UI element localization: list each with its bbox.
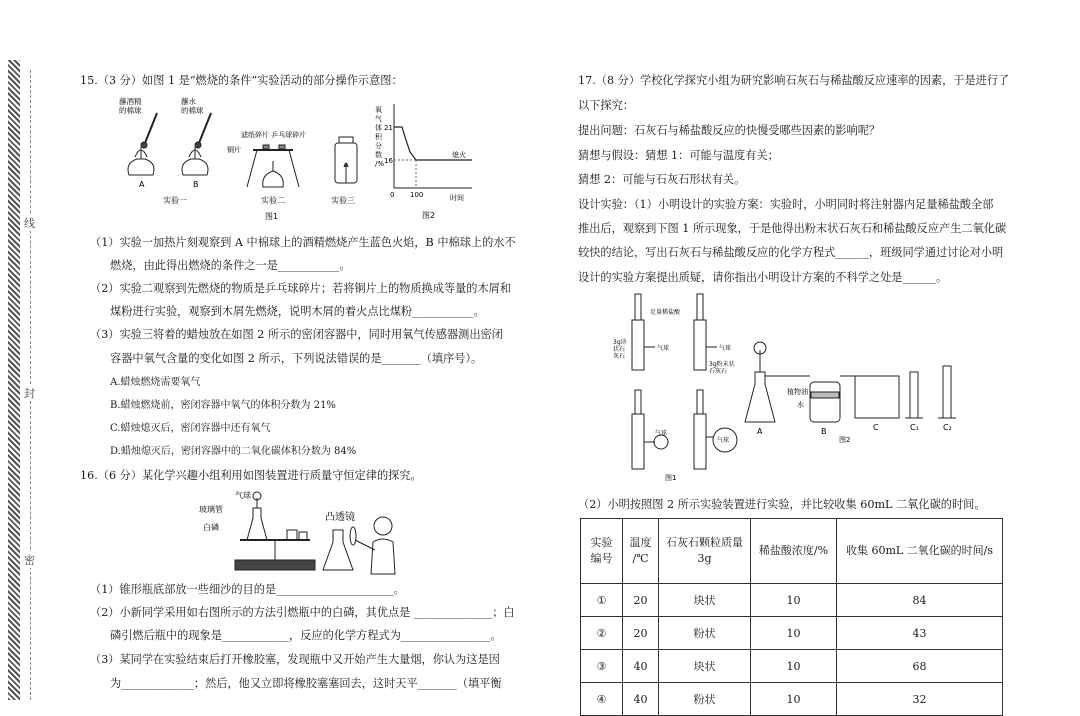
header-mass: 石灰石颗粒质量 3g <box>659 519 751 584</box>
q17-p2: （2）小明按照图 2 所示实验装置进行实验，并比较收集 60mL 二氧化碳的时间。 <box>578 498 986 511</box>
fig2-xlabel: 时间 <box>450 194 464 202</box>
q15-opt-a: A.蜡烛燃烧需要氧气 <box>110 377 201 388</box>
fig2-ylabel: 氧 <box>375 106 382 114</box>
svg-text:气: 气 <box>375 115 382 123</box>
svg-text:状石: 状石 <box>613 346 626 353</box>
balloon1-label: 气球 <box>657 345 670 352</box>
exp3-label: 实验三 <box>331 196 355 205</box>
convex-lens-label: 凸透镜 <box>325 512 355 523</box>
lamp-b-label: 蘸水 <box>181 97 196 106</box>
svg-text:/%: /% <box>375 160 385 168</box>
q15-p2a: （2）实验二观察到先燃烧的物质是乒乓球碎片；若将铜片上的物质换成等量的木屑和 <box>90 282 512 295</box>
cell: ③ <box>581 650 623 683</box>
powder-label: 3g粉末状 <box>709 361 735 368</box>
lump-label: 3g块 <box>613 339 627 346</box>
cell: 43 <box>837 617 1003 650</box>
q15-p1a: （1）实验一加热片刻观察到 A 中棉球上的酒精燃烧产生蓝色火焰，B 中棉球上的水不 <box>90 236 516 249</box>
cell: 40 <box>623 683 659 716</box>
q16-p2b: 磷引燃后瓶中的现象是____________，反应的化学方程式为________________。 <box>110 629 502 642</box>
cell: 40 <box>623 650 659 683</box>
label-B: B <box>821 427 827 436</box>
acid-label: 足量稀盐酸 <box>650 309 681 316</box>
q17-title: 17.（8 分）学校化学探究小组为研究影响石灰石与稀盐酸反应速率的因素，于是进行了 <box>578 74 1010 87</box>
q16-p2a: （2）小新同学采用如右图所示的方法引燃瓶中的白磷，其优点是 ______________；白 <box>90 606 515 619</box>
q17-line8: 较快的结论，写出石灰石与稀盐酸反应的化学方程式______，班级同学通过讨论对小明 <box>578 246 1004 259</box>
x-tick-100: 100 <box>410 191 424 199</box>
cell: 粉状 <box>659 683 751 716</box>
cell: 10 <box>751 650 837 683</box>
q16-p3b: 为_____________；然后，他又立即将橡胶塞塞回去，这时天平_______（填平衡 <box>110 677 502 690</box>
svg-text:数: 数 <box>375 151 382 159</box>
q15-p3a: （3）实验三将着的蜡烛放在如图 2 所示的密闭容器中，同时用氧气传感器测出密闭 <box>90 328 503 341</box>
cell: 10 <box>751 584 837 617</box>
header-time: 收集 60mL 二氧化碳的时间/s <box>837 519 1003 584</box>
label-b: B <box>193 180 199 189</box>
binding-label-secret: 密 <box>24 554 35 567</box>
balloon-label: 气球 <box>235 491 251 500</box>
label-a: A <box>139 180 145 189</box>
q15-figure-1 <box>115 95 375 225</box>
svg-text:分: 分 <box>375 142 382 150</box>
cell: 20 <box>623 584 659 617</box>
cell: 10 <box>751 683 837 716</box>
label-A: A <box>757 427 763 436</box>
binding-label-line: 线 <box>24 217 35 230</box>
label-C2: C₂ <box>943 423 952 432</box>
svg-text:积: 积 <box>375 133 382 141</box>
label-C1: C₁ <box>910 423 919 432</box>
svg-text:体: 体 <box>375 124 382 132</box>
q15-title: 15.（3 分）如图 1 是“燃烧的条件”实验活动的部分操作示意图： <box>80 74 403 87</box>
label-C: C <box>873 423 879 432</box>
fig2-caption: 图2 <box>839 436 851 444</box>
q16-p1: （1）锥形瓶底部放一些细沙的目的是_____________________。 <box>90 583 405 596</box>
q15-opt-b: B.蜡烛燃烧前，密闭容器中氧气的体积分数为 21% <box>110 400 336 411</box>
q17-line6: 设计实验：（1）小明设计的实验方案：实验时，小明同时将注射器内足量稀盐酸全部 <box>578 198 994 211</box>
q17-line2: 以下探究： <box>578 99 634 112</box>
glass-tube-label: 玻璃管 <box>199 505 223 514</box>
x-tick-0: 0 <box>390 191 395 199</box>
cell: 68 <box>837 650 1003 683</box>
cell: 粉状 <box>659 617 751 650</box>
q15-p1b: 燃烧，由此得出燃烧的条件之一是___________。 <box>110 259 351 272</box>
exp2-label: 实验二 <box>261 196 285 205</box>
header-exp-no: 实验 编号 <box>581 519 623 584</box>
balloon2-label: 气球 <box>719 345 732 352</box>
cell: 10 <box>751 617 837 650</box>
small-balloon2-label: 气球 <box>717 437 730 444</box>
q15-figure-2-graph <box>372 100 482 225</box>
table-row <box>581 650 1003 683</box>
q16-title: 16.（6 分）某化学兴趣小组利用如图装置进行质量守恒定律的探究。 <box>80 469 422 482</box>
fig2-caption: 图2 <box>422 211 436 220</box>
fig1-caption: 图1 <box>265 212 279 221</box>
cell: 块状 <box>659 650 751 683</box>
y-tick-16: 16 <box>384 157 393 165</box>
cell: ① <box>581 584 623 617</box>
cell: 32 <box>837 683 1003 716</box>
table-header-row <box>581 519 1003 584</box>
q17-line9: 设计的实验方案提出质疑，请你指出小明设计方案的不科学之处是______。 <box>578 271 948 284</box>
alcohol-lamp-a <box>128 159 154 175</box>
svg-text:的棉球: 的棉球 <box>181 106 204 115</box>
q17-line4: 猜想与假设：猜想 1：可能与温度有关； <box>578 149 779 162</box>
q15-p2b: 煤粉进行实验，观察到木屑先燃烧，说明木屑的着火点比煤粉___________。 <box>110 305 485 318</box>
cell: ② <box>581 617 623 650</box>
q16-p3a: （3）某同学在实验结束后打开橡胶塞，发现瓶中又开始产生大量烟，你认为这是因 <box>90 653 500 666</box>
q17-figure <box>605 292 975 482</box>
q15-p3b: 容器中氧气含量的变化如图 2 所示，下列说法错误的是_______（填序号）。 <box>110 352 483 365</box>
q15-opt-d: D.蜡烛熄灭后，密闭容器中的二氧化碳体积分数为 84% <box>110 446 357 457</box>
q17-line3: 提出问题：石灰石与稀盐酸反应的快慢受哪些因素的影响呢？ <box>578 124 881 137</box>
binding-strip <box>8 60 20 700</box>
copper-label: 铜片 <box>227 146 241 154</box>
fig2-annot: 熄火 <box>452 151 466 159</box>
binding-label-seal: 封 <box>24 387 35 400</box>
table-row <box>581 617 1003 650</box>
fig1-caption: 图1 <box>665 474 677 482</box>
alcohol-lamp-b <box>182 159 208 175</box>
q15-opt-c: C.蜡烛熄灭后，密闭容器中还有氧气 <box>110 423 271 434</box>
small-balloon1-label: 气球 <box>655 430 668 437</box>
header-temp: 温度 /℃ <box>623 519 659 584</box>
q17-line5: 猜想 2：可能与石灰石形状有关。 <box>578 173 746 186</box>
svg-text:的棉球: 的棉球 <box>119 106 142 115</box>
cell: 20 <box>623 617 659 650</box>
y-tick-21: 21 <box>384 124 393 132</box>
white-phosphorus-label: 白磷 <box>203 523 219 532</box>
svg-text:石灰石: 石灰石 <box>709 368 728 375</box>
lamp-a-label: 蘸酒精 <box>119 97 142 106</box>
q17-line7: 推出后，观察到下图 1 所示现象，于是他得出粉末状石灰石和稀盐酸反应产生二氧化碳 <box>578 222 1007 235</box>
water-label: 水 <box>797 401 804 409</box>
table-row <box>581 683 1003 716</box>
paper-label: 滤纸碎片 乒乓球碎片 <box>241 131 307 139</box>
q16-figure <box>195 490 405 580</box>
exp1-label: 实验一 <box>163 196 187 205</box>
oil-label: 植物油 <box>787 388 808 396</box>
cell: 84 <box>837 584 1003 617</box>
cell: 块状 <box>659 584 751 617</box>
svg-text:灰石: 灰石 <box>613 353 626 360</box>
header-concentration: 稀盐酸浓度/% <box>751 519 837 584</box>
table-row <box>581 584 1003 617</box>
results-table <box>580 518 1003 716</box>
cell: ④ <box>581 683 623 716</box>
